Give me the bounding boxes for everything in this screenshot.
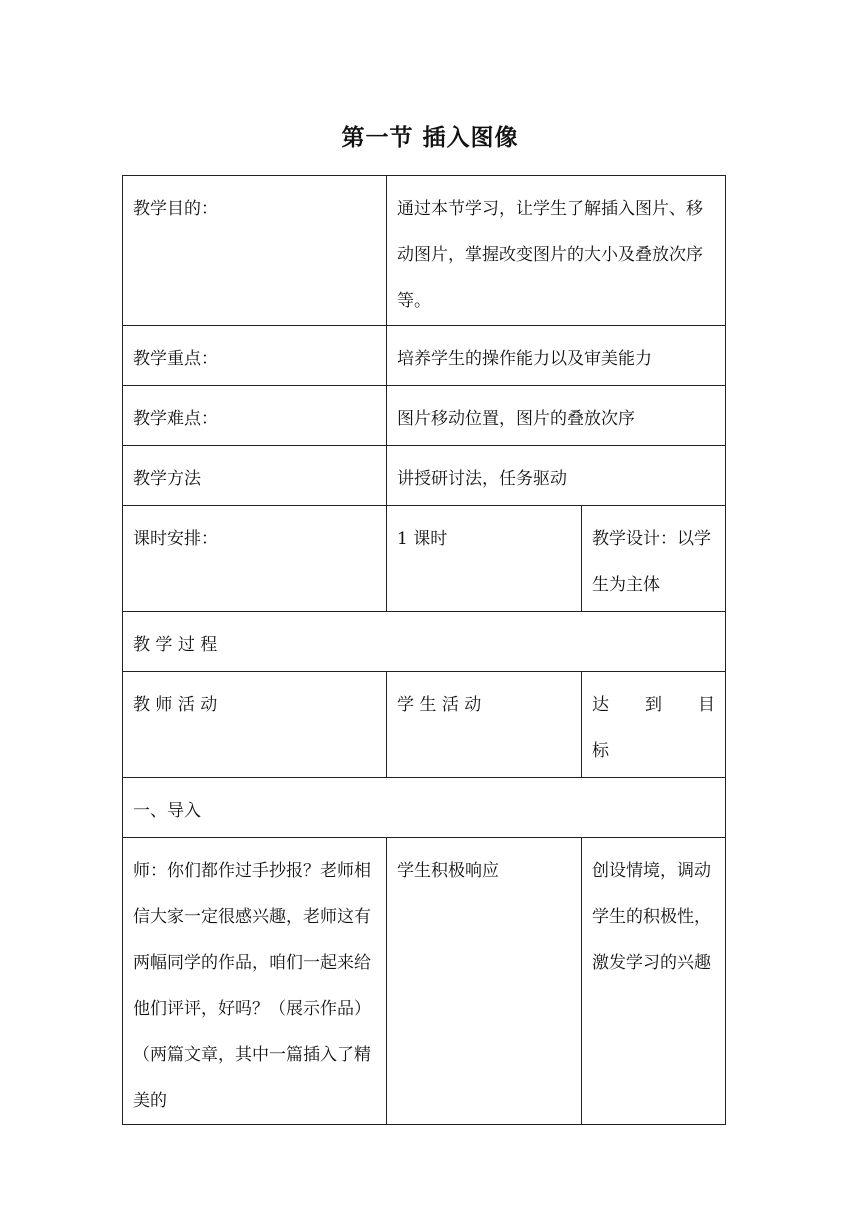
header-char: 动 xyxy=(200,695,218,715)
design-cell xyxy=(582,506,726,612)
row-difficulty xyxy=(123,386,726,446)
header-char: 达 xyxy=(592,695,609,715)
schedule-label: 课时安排： xyxy=(133,529,218,549)
schedule-value-cell xyxy=(387,506,582,612)
process-char: 过 xyxy=(177,635,195,655)
teacher-activity-cell xyxy=(123,838,387,1125)
student-activity-text: 学生积极响应 xyxy=(397,861,499,881)
header-char: 学 xyxy=(397,695,414,715)
design-value: 教学设计：以学生为主体 xyxy=(592,529,711,595)
goal-value-cell xyxy=(387,176,726,326)
row-activity-headers xyxy=(123,672,726,778)
row-method xyxy=(123,446,726,506)
teacher-activity-header-cell xyxy=(123,672,387,778)
process-char: 学 xyxy=(155,635,173,655)
process-char: 程 xyxy=(200,635,218,655)
process-char: 教 xyxy=(133,635,150,655)
difficulty-value-cell xyxy=(387,386,726,446)
process-cell xyxy=(123,612,726,672)
schedule-value: 1 课时 xyxy=(397,529,448,549)
key-point-label: 教学重点： xyxy=(133,349,218,369)
key-point-value: 培养学生的操作能力以及审美能力 xyxy=(397,349,652,369)
header-char: 标 xyxy=(592,741,609,761)
section-cell xyxy=(123,778,726,838)
process-heading xyxy=(133,622,303,668)
target-cell xyxy=(582,838,726,1125)
header-char: 目 xyxy=(698,695,715,715)
target-header xyxy=(592,682,715,774)
key-point-value-cell xyxy=(387,326,726,386)
student-activity-header-cell xyxy=(387,672,582,778)
row-section-intro xyxy=(123,778,726,838)
goal-value: 通过本节学习，让学生了解插入图片、移动图片，掌握改变图片的大小及叠放次序等。 xyxy=(397,199,703,311)
target-header-line1 xyxy=(592,682,715,728)
page-title: 第一节 插入图像 xyxy=(341,125,519,151)
method-label-cell xyxy=(123,446,387,506)
header-char: 到 xyxy=(645,695,662,715)
header-char: 活 xyxy=(177,695,195,715)
difficulty-value: 图片移动位置，图片的叠放次序 xyxy=(397,409,635,429)
goal-label: 教学目的： xyxy=(133,199,218,219)
student-activity-header xyxy=(397,682,571,728)
goal-label-cell xyxy=(123,176,387,326)
difficulty-label-cell xyxy=(123,386,387,446)
row-teaching-goal xyxy=(123,176,726,326)
teacher-activity-header xyxy=(133,682,305,728)
key-point-label-cell xyxy=(123,326,387,386)
header-char: 动 xyxy=(464,695,482,715)
student-activity-cell xyxy=(387,838,582,1125)
target-header-cell xyxy=(582,672,726,778)
difficulty-label: 教学难点： xyxy=(133,409,218,429)
row-teaching-process xyxy=(123,612,726,672)
lesson-plan-table xyxy=(122,175,726,1125)
schedule-label-cell xyxy=(123,506,387,612)
row-schedule xyxy=(123,506,726,612)
header-char: 师 xyxy=(155,695,173,715)
row-key-point xyxy=(123,326,726,386)
teacher-activity-text: 师：你们都作过手抄报？老师相信大家一定很感兴趣，老师这有两幅同学的作品，咱们一起来给他们评评，好吗？（展示作品）（两篇文章，其中一篇插入了精美的 xyxy=(133,861,371,1111)
method-label: 教学方法 xyxy=(133,469,201,489)
row-intro-content xyxy=(123,838,726,1125)
method-value: 讲授研讨法，任务驱动 xyxy=(397,469,567,489)
target-text: 创设情境，调动学生的积极性，激发学习的兴趣 xyxy=(592,861,711,973)
method-value-cell xyxy=(387,446,726,506)
section-heading: 一、导入 xyxy=(133,801,201,821)
header-char: 教 xyxy=(133,695,150,715)
header-char: 活 xyxy=(441,695,459,715)
header-char: 生 xyxy=(419,695,437,715)
